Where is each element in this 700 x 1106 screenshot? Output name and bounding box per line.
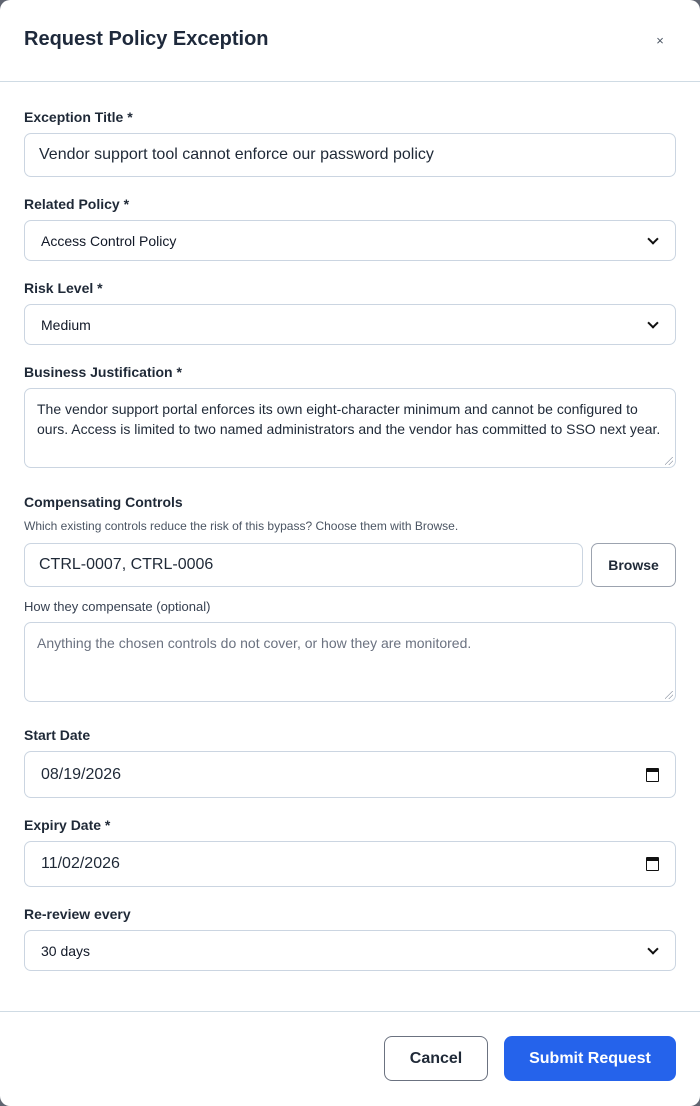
expiry-date-label: Expiry Date * [24, 817, 111, 833]
start-date-input[interactable] [24, 751, 676, 798]
how-they-compensate-placeholder: Anything the chosen controls do not cover, or how they are monitored. [37, 635, 472, 651]
risk-level-select[interactable] [24, 304, 676, 345]
exception-title-value: Vendor support tool cannot enforce our password policy [39, 146, 434, 163]
re-review-value: 30 days [41, 942, 91, 959]
compensating-controls-label: Compensating Controls [24, 494, 183, 510]
business-justification-value: The vendor support portal enforces its own eight-character minimum and cannot be configured to ours. Access is limited to two named administrators and the vendor has committed to SSO next year. [37, 401, 661, 437]
expiry-date-value: 11/02/2026 [41, 855, 120, 872]
how-they-compensate-label: How they compensate (optional) [24, 599, 211, 614]
business-justification-label: Business Justification * [24, 364, 182, 380]
close-icon[interactable]: × [656, 33, 664, 48]
calendar-icon[interactable] [646, 857, 659, 871]
compensating-controls-input[interactable] [24, 543, 583, 587]
resize-handle-icon[interactable] [665, 691, 673, 699]
dialog-footer [0, 1011, 700, 1106]
browse-button[interactable]: Browse [591, 543, 676, 587]
related-policy-select[interactable] [24, 220, 676, 261]
dialog-header [0, 0, 700, 82]
risk-level-label: Risk Level * [24, 280, 103, 296]
chevron-down-icon [647, 317, 658, 328]
exception-title-input[interactable] [24, 133, 676, 177]
chevron-down-icon [647, 943, 658, 954]
compensating-controls-hint: Which existing controls reduce the risk of this bypass? Choose them with Browse. [24, 519, 459, 533]
start-date-label: Start Date [24, 727, 91, 743]
risk-level-value: Medium [41, 316, 91, 333]
dialog-title: Request Policy Exception [24, 28, 269, 50]
submit-request-button[interactable]: Submit Request [504, 1036, 676, 1081]
expiry-date-input[interactable] [24, 841, 676, 887]
cancel-button[interactable]: Cancel [384, 1036, 488, 1081]
re-review-label: Re-review every [24, 906, 131, 922]
resize-handle-icon[interactable] [665, 457, 673, 465]
chevron-down-icon [647, 233, 658, 244]
related-policy-label: Related Policy * [24, 196, 130, 212]
business-justification-textarea[interactable] [24, 388, 676, 468]
re-review-select[interactable] [24, 930, 676, 971]
how-they-compensate-textarea[interactable] [24, 622, 676, 702]
related-policy-value: Access Control Policy [41, 232, 177, 249]
exception-title-label: Exception Title * [24, 109, 133, 125]
start-date-value: 08/19/2026 [41, 765, 122, 783]
compensating-controls-value: CTRL-0007, CTRL-0006 [39, 556, 214, 573]
calendar-icon[interactable] [646, 768, 659, 782]
